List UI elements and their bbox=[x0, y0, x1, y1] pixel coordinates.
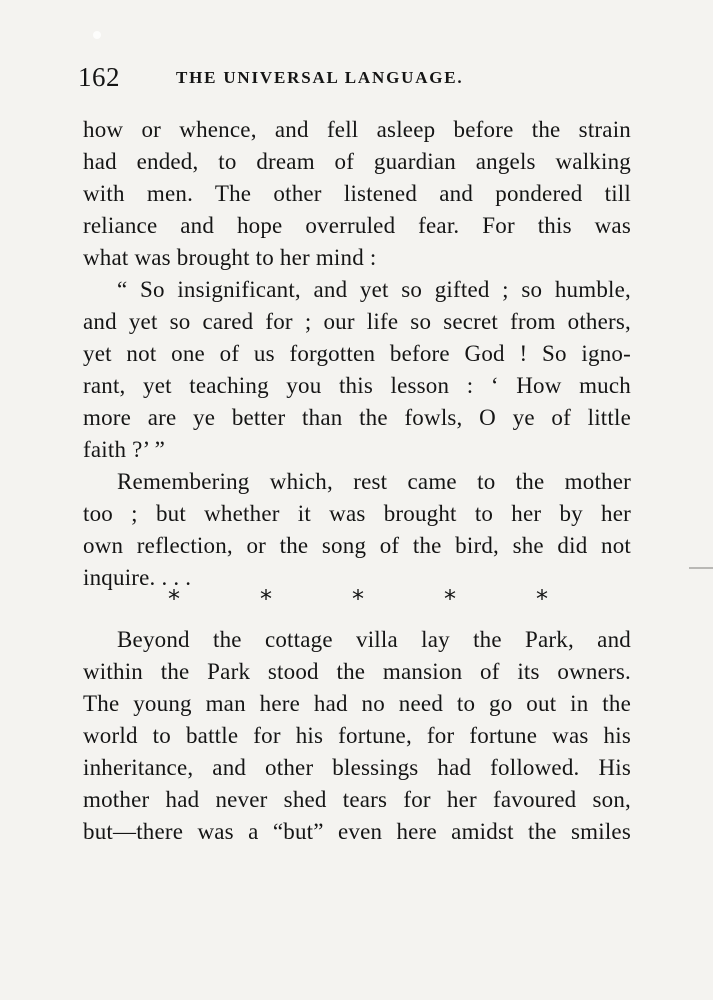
text-line: Beyond the cottage villa lay the Park, and bbox=[117, 627, 631, 652]
text-line: inheritance, and other blessings had followed. His bbox=[83, 755, 631, 780]
text-line: faith ?’ ” bbox=[83, 437, 166, 462]
text-line: The young man here had no need to go out in the bbox=[83, 691, 631, 716]
text-line: and yet so cared for ; our life so secret from others, bbox=[83, 309, 631, 334]
section-break bbox=[168, 584, 548, 614]
text-line: own reflection, or the song of the bird, she did not bbox=[83, 533, 631, 558]
text-line: “ So insignificant, and yet so gifted ; so humble, bbox=[117, 277, 631, 302]
page-header bbox=[78, 62, 638, 98]
text-line: how or whence, and fell asleep before the strain bbox=[83, 117, 631, 142]
asterisk: * bbox=[168, 585, 180, 613]
page-spot bbox=[93, 31, 101, 39]
running-head: THE UNIVERSAL LANGUAGE. bbox=[176, 68, 464, 87]
text-line: but—there was a “but” even here amidst the smiles bbox=[83, 819, 631, 844]
text-line: too ; but whether it was brought to her by her bbox=[83, 501, 631, 526]
text-line: inquire. . . . bbox=[83, 565, 192, 590]
text-line: what was brought to her mind : bbox=[83, 245, 377, 270]
text-line: world to battle for his fortune, for fortune was his bbox=[83, 723, 631, 748]
text-line: had ended, to dream of guardian angels walking bbox=[83, 149, 631, 174]
margin-mark bbox=[689, 567, 713, 569]
asterisk: * bbox=[444, 585, 456, 613]
text-line: with men. The other listened and pondered till bbox=[83, 181, 631, 206]
asterisk: * bbox=[536, 585, 548, 613]
text-line: more are ye better than the fowls, O ye of little bbox=[83, 405, 631, 430]
text-line: yet not one of us forgotten before God ! So igno- bbox=[83, 341, 631, 366]
text-line: rant, yet teaching you this lesson : ‘ How much bbox=[83, 373, 631, 398]
page-number: 162 bbox=[78, 62, 120, 92]
text-line: reliance and hope overruled fear. For this was bbox=[83, 213, 631, 238]
asterisk: * bbox=[352, 585, 364, 613]
text-line: within the Park stood the mansion of its owners. bbox=[83, 659, 631, 684]
text-line: Remembering which, rest came to the mother bbox=[117, 469, 631, 494]
asterisk: * bbox=[260, 585, 272, 613]
text-line: mother had never shed tears for her favoured son, bbox=[83, 787, 631, 812]
